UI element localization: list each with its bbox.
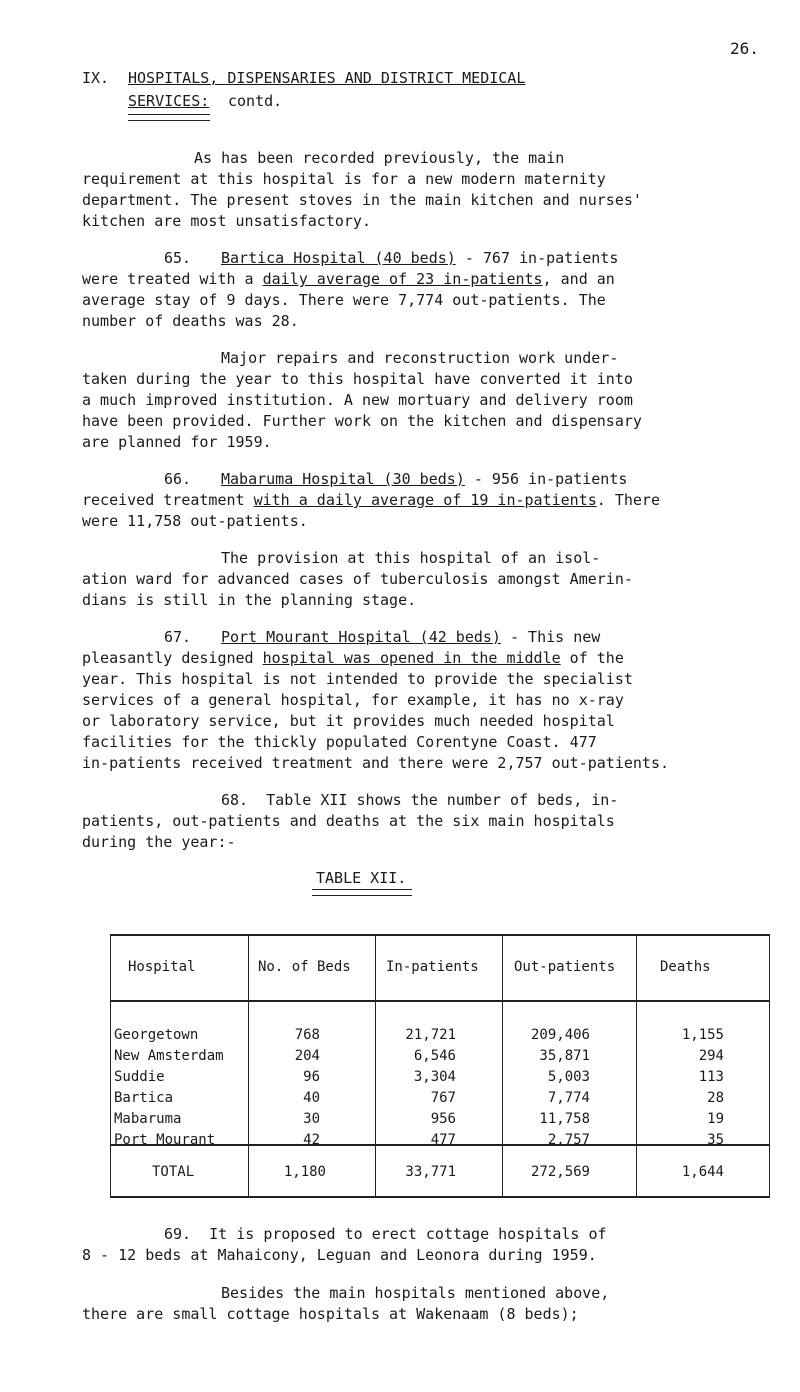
table-label: TABLE XII. [316,869,407,887]
repairs-line-4: have been provided. Further work on the kitchen and dispensary [82,412,642,430]
row-2-deaths: 113 [698,1069,724,1085]
p65-line1-rest: - 767 in-patients [455,249,619,267]
p66-line2-pre: received treatment [82,491,254,509]
isolation-line-1: The provision at this hospital of an isol- [221,549,601,567]
p69-line-1: 69. It is proposed to erect cottage hospitals of [164,1225,607,1243]
row-2-hospital: Suddie [114,1069,165,1085]
row-3-out: 7,774 [547,1090,590,1106]
p67-number: 67. [164,628,192,646]
total-in: 33,771 [405,1164,456,1180]
total-deaths: 1,644 [681,1164,724,1180]
p68-line-3: during the year:- [82,833,236,851]
repairs-line-1: Major repairs and reconstruction work under- [221,349,619,367]
row-4-out: 11,758 [539,1111,590,1127]
table-col-rule-3 [502,934,503,1196]
intro-line-3: department. The present stoves in the main kitchen and nurses' [82,191,642,209]
row-1-in: 6,546 [413,1048,456,1064]
header-deaths: Deaths [660,959,711,975]
intro-line-4: kitchen are most unsatisfactory. [82,212,371,230]
row-3-in: 767 [430,1090,456,1106]
p67-line6: facilities for the thickly populated Corentyne Coast. 477 [82,733,597,751]
table-col-rule-0 [110,934,111,1196]
total-beds: 1,180 [283,1164,326,1180]
header-hospital: Hospital [128,959,196,975]
p65-number: 65. [164,249,192,267]
p67-line2-post: of the [560,649,624,667]
heading-double-rule [128,114,210,121]
table-col-rule-4 [636,934,637,1196]
intro-line-1: As has been recorded previously, the main [194,149,565,167]
table-col-rule-2 [375,934,376,1196]
p66-line2-underlined: with a daily average of 19 in-patients [253,491,597,509]
p67-line5: or laboratory service, but it provides much needed hospital [82,712,615,730]
row-2-out: 5,003 [547,1069,590,1085]
row-1-out: 35,871 [539,1048,590,1064]
row-2-beds: 96 [303,1069,320,1085]
row-0-out: 209,406 [530,1027,590,1043]
row-4-deaths: 19 [707,1111,724,1127]
p66-line1-rest: - 956 in-patients [464,470,628,488]
p65-heading: Bartica Hospital (40 beds) [221,249,456,267]
repairs-line-5: are planned for 1959. [82,433,272,451]
row-5-beds: 42 [303,1132,320,1148]
row-1-deaths: 294 [698,1048,724,1064]
header-in-patients: In-patients [386,959,479,975]
besides-line-2: there are small cottage hospitals at Wakenaam (8 beds); [82,1305,579,1323]
row-3-deaths: 28 [707,1090,724,1106]
isolation-line-3: dians is still in the planning stage. [82,591,417,609]
p65-line4: number of deaths was 28. [82,312,299,330]
row-1-hospital: New Amsterdam [114,1048,224,1064]
section-contd: contd. [228,92,283,110]
p67-line7: in-patients received treatment and there were 2,757 out-patients. [82,754,669,772]
p68-line-1: 68. Table XII shows the number of beds, in- [221,791,619,809]
total-out: 272,569 [530,1164,590,1180]
table-header-rule [110,1000,770,1002]
p67-line2-pre: pleasantly designed [82,649,263,667]
row-3-hospital: Bartica [114,1090,174,1106]
row-0-in: 21,721 [405,1027,456,1043]
table-label-double-rule [312,889,412,896]
section-title-line1: HOSPITALS, DISPENSARIES AND DISTRICT MEDICAL [128,69,526,87]
repairs-line-2: taken during the year to this hospital have converted it into [82,370,633,388]
p67-line1-rest: - This new [500,628,601,646]
row-2-in: 3,304 [413,1069,456,1085]
row-4-beds: 30 [303,1111,320,1127]
total-label: TOTAL [152,1164,195,1180]
intro-line-2: requirement at this hospital is for a new modern maternity [82,170,606,188]
repairs-line-3: a much improved institution. A new mortuary and delivery room [82,391,633,409]
table-col-rule-5 [769,934,770,1196]
p65-line2-pre: were treated with a [82,270,263,288]
section-number: IX. [82,69,110,87]
p67-line2-underlined: hospital was opened in the middle [262,649,561,667]
p68-line-2: patients, out-patients and deaths at the six main hospitals [82,812,615,830]
page-number: 26. [730,39,759,58]
p67-heading: Port Mourant Hospital (42 beds) [221,628,501,646]
table-top-rule [110,934,770,936]
p65-line3: average stay of 9 days. There were 7,774 out-patients. The [82,291,606,309]
row-4-in: 956 [430,1111,456,1127]
row-5-in: 477 [430,1132,456,1148]
p66-number: 66. [164,470,192,488]
header-beds: No. of Beds [258,959,351,975]
row-3-beds: 40 [303,1090,320,1106]
row-1-beds: 204 [294,1048,320,1064]
p65-line2-underlined: daily average of 23 in-patients [262,270,543,288]
section-title-line2: SERVICES: [128,92,210,110]
row-5-hospital: Port Mourant [114,1132,216,1148]
table-bottom-rule [110,1196,770,1198]
row-5-deaths: 35 [707,1132,724,1148]
header-out-patients: Out-patients [514,959,616,975]
row-4-hospital: Mabaruma [114,1111,182,1127]
row-5-out: 2,757 [547,1132,590,1148]
row-0-deaths: 1,155 [681,1027,724,1043]
isolation-line-2: ation ward for advanced cases of tuberculosis amongst Amerin- [82,570,633,588]
p66-line2-post: . There [596,491,660,509]
p67-line3: year. This hospital is not intended to provide the specialist [82,670,633,688]
p69-line-2: 8 - 12 beds at Mahaicony, Leguan and Leonora during 1959. [82,1246,597,1264]
p67-line4: services of a general hospital, for example, it has no x-ray [82,691,624,709]
table-col-rule-1 [248,934,249,1196]
p65-line2-post: , and an [542,270,615,288]
p66-line3: were 11,758 out-patients. [82,512,308,530]
row-0-hospital: Georgetown [114,1027,199,1043]
p66-heading: Mabaruma Hospital (30 beds) [221,470,465,488]
besides-line-1: Besides the main hospitals mentioned above, [221,1284,610,1302]
row-0-beds: 768 [294,1027,320,1043]
